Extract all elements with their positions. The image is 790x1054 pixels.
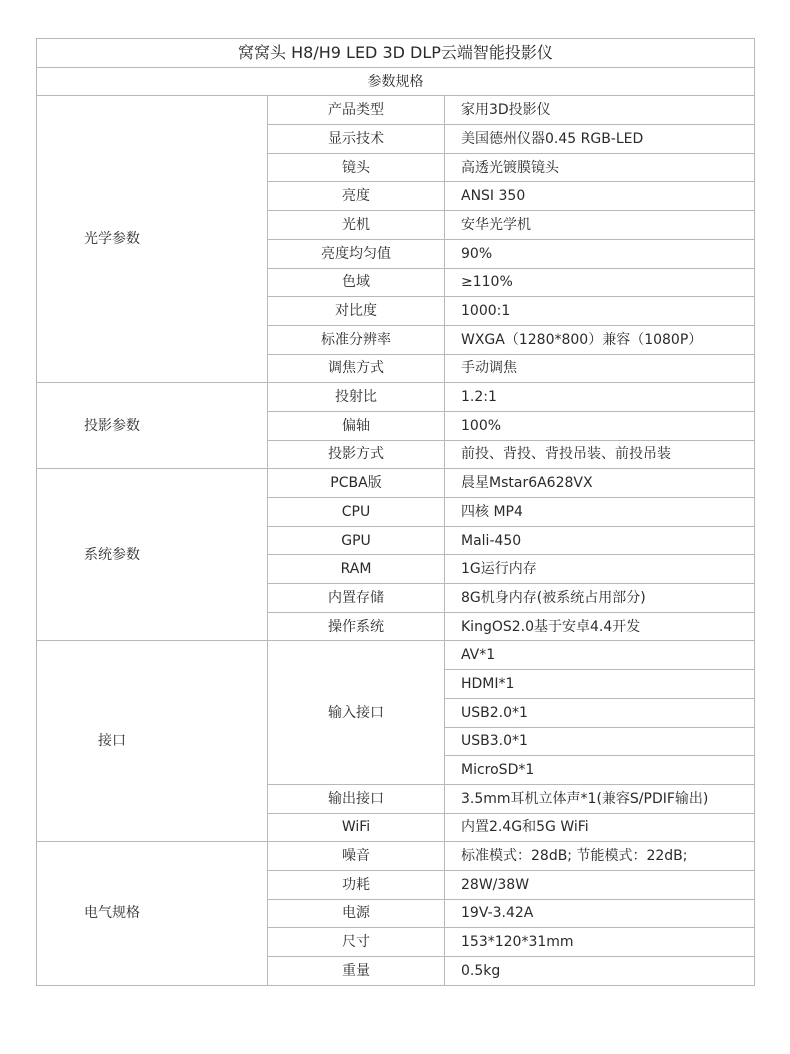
group-label: 接口 bbox=[37, 641, 268, 842]
spec-label: 内置存储 bbox=[268, 584, 445, 613]
spec-value: 家用3D投影仪 bbox=[445, 96, 755, 125]
spec-value: 100% bbox=[445, 411, 755, 440]
spec-label: 尺寸 bbox=[268, 928, 445, 957]
spec-value: 28W/38W bbox=[445, 870, 755, 899]
spec-table-body bbox=[37, 39, 755, 986]
spec-value: 手动调焦 bbox=[445, 354, 755, 383]
group-label: 光学参数 bbox=[37, 96, 268, 383]
spec-value: USB3.0*1 bbox=[445, 727, 755, 756]
spec-label: 显示技术 bbox=[268, 125, 445, 154]
spec-value: 美国德州仪器0.45 RGB-LED bbox=[445, 125, 755, 154]
spec-label: 输出接口 bbox=[268, 784, 445, 813]
spec-label: 光机 bbox=[268, 211, 445, 240]
spec-value: MicroSD*1 bbox=[445, 756, 755, 785]
subtitle-row bbox=[37, 67, 755, 96]
spec-label: 亮度均匀值 bbox=[268, 239, 445, 268]
spec-value: HDMI*1 bbox=[445, 670, 755, 699]
page-title: 窝窝头 H8/H9 LED 3D DLP云端智能投影仪 bbox=[37, 39, 755, 68]
spec-value: 0.5kg bbox=[445, 957, 755, 986]
spec-label: RAM bbox=[268, 555, 445, 584]
spec-value: 3.5mm耳机立体声*1(兼容S/PDIF输出) bbox=[445, 784, 755, 813]
table-row bbox=[37, 96, 755, 125]
spec-value: 90% bbox=[445, 239, 755, 268]
spec-value: 1.2:1 bbox=[445, 383, 755, 412]
spec-label: 偏轴 bbox=[268, 411, 445, 440]
spec-value: 前投、背投、背投吊装、前投吊装 bbox=[445, 440, 755, 469]
spec-value: 高透光镀膜镜头 bbox=[445, 153, 755, 182]
spec-value: 1000:1 bbox=[445, 297, 755, 326]
spec-value: ≥110% bbox=[445, 268, 755, 297]
section-title: 参数规格 bbox=[37, 67, 755, 96]
spec-value: 安华光学机 bbox=[445, 211, 755, 240]
spec-label: 重量 bbox=[268, 957, 445, 986]
spec-label: 亮度 bbox=[268, 182, 445, 211]
spec-label: 产品类型 bbox=[268, 96, 445, 125]
spec-label: 调焦方式 bbox=[268, 354, 445, 383]
table-row bbox=[37, 641, 755, 670]
spec-value: Mali-450 bbox=[445, 526, 755, 555]
spec-label: WiFi bbox=[268, 813, 445, 842]
spec-label: CPU bbox=[268, 498, 445, 527]
spec-value: 1G运行内存 bbox=[445, 555, 755, 584]
spec-value: WXGA（1280*800）兼容（1080P） bbox=[445, 325, 755, 354]
spec-value: KingOS2.0基于安卓4.4开发 bbox=[445, 612, 755, 641]
spec-value: ANSI 350 bbox=[445, 182, 755, 211]
spec-label: 标准分辨率 bbox=[268, 325, 445, 354]
group-label: 电气规格 bbox=[37, 842, 268, 985]
table-row bbox=[37, 383, 755, 412]
spec-label: 噪音 bbox=[268, 842, 445, 871]
spec-label: 投射比 bbox=[268, 383, 445, 412]
spec-label: 色域 bbox=[268, 268, 445, 297]
spec-label: 电源 bbox=[268, 899, 445, 928]
spec-label: 输入接口 bbox=[268, 641, 445, 784]
spec-table bbox=[36, 38, 755, 986]
group-label: 系统参数 bbox=[37, 469, 268, 641]
spec-label: 功耗 bbox=[268, 870, 445, 899]
spec-value: 四核 MP4 bbox=[445, 498, 755, 527]
spec-label: 投影方式 bbox=[268, 440, 445, 469]
group-label: 投影参数 bbox=[37, 383, 268, 469]
spec-label: GPU bbox=[268, 526, 445, 555]
spec-value: AV*1 bbox=[445, 641, 755, 670]
spec-value: 标准模式：28dB; 节能模式：22dB; bbox=[445, 842, 755, 871]
spec-label: 对比度 bbox=[268, 297, 445, 326]
spec-value: 8G机身内存(被系统占用部分) bbox=[445, 584, 755, 613]
table-row bbox=[37, 469, 755, 498]
spec-label: 操作系统 bbox=[268, 612, 445, 641]
spec-value: 内置2.4G和5G WiFi bbox=[445, 813, 755, 842]
spec-value: 19V-3.42A bbox=[445, 899, 755, 928]
spec-value: 晨星Mstar6A628VX bbox=[445, 469, 755, 498]
spec-value: 153*120*31mm bbox=[445, 928, 755, 957]
table-row bbox=[37, 842, 755, 871]
title-row bbox=[37, 39, 755, 68]
spec-label: 镜头 bbox=[268, 153, 445, 182]
spec-label: PCBA版 bbox=[268, 469, 445, 498]
spec-value: USB2.0*1 bbox=[445, 698, 755, 727]
